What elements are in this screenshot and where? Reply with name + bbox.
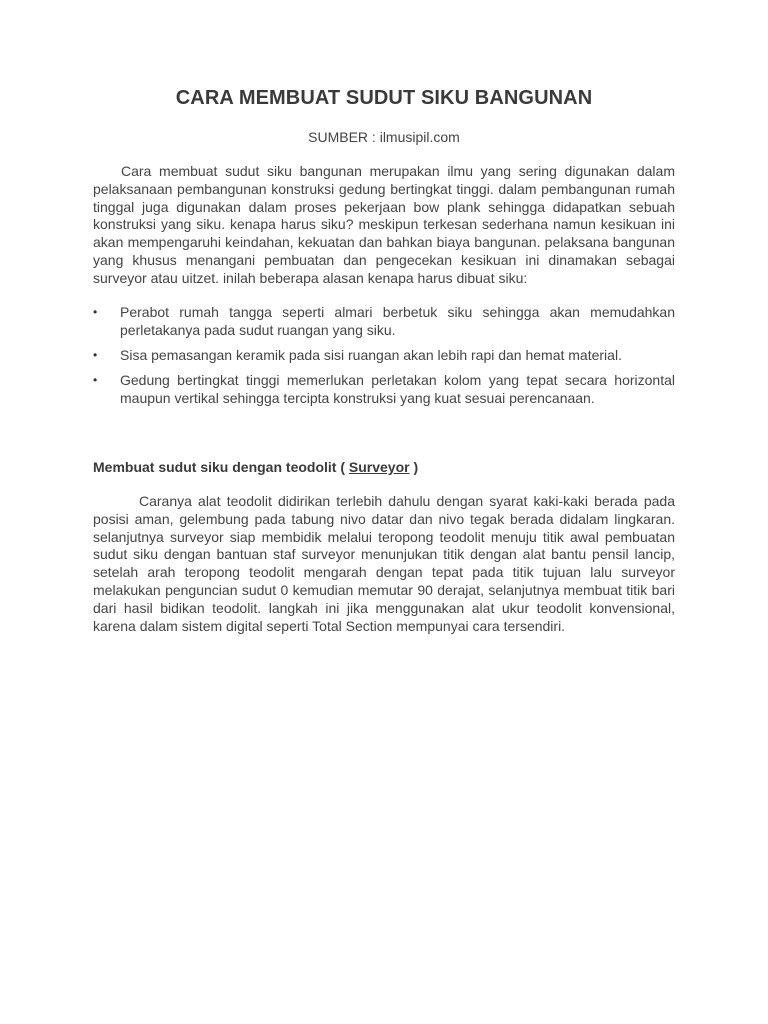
- source-line: SUMBER : ilmusipil.com: [308, 129, 460, 145]
- document-title: CARA MEMBUAT SUDUT SIKU BANGUNAN: [175, 87, 593, 109]
- section-heading: [93, 458, 675, 476]
- surveyor-link[interactable]: Surveyor: [348, 459, 410, 475]
- bullet-icon: •: [93, 373, 98, 388]
- bullet-icon: •: [93, 348, 98, 363]
- list-item: [93, 347, 675, 365]
- list-item-text: Gedung bertingkat tinggi memerlukan perletakan kolom yang tepat secara horizontal maupun vertikal sehingga tercipta konstruksi yang kuat sesuai perencanaan.: [120, 372, 675, 407]
- section-heading-text: Membuat sudut siku dengan teodolit (: [93, 459, 345, 475]
- bullet-icon: •: [93, 305, 98, 319]
- intro-paragraph: Cara membuat sudut siku bangunan merupakan ilmu yang sering digunakan dalam pelaksanaan pembangunan konstruksi gedung bertingkat tinggi. dalam pembangunan rumah tinggal juga digunakan dalam proses pekerjaan bow plank sehingga didapatkan sebuah konstruksi yang siku. kenapa harus siku? meskipun terkesan sederhana namun kesikuan ini akan mempengaruhi keindahan, kekuatan dan bahkan biaya bangunan. pelaksana bangunan yang khusus menangani pembuatan dan pengecekan kesikuan ini dinamakan sebagai surveyor atau uitzet. inilah beberapa alasan kenapa harus dibuat siku:: [93, 163, 675, 286]
- reasons-list: [93, 304, 675, 415]
- list-item: [93, 372, 675, 408]
- method-paragraph: Caranya alat teodolit didirikan terlebih dahulu dengan syarat kaki-kaki berada pada posisi aman, gelembung pada tabung nivo datar dan nivo tegak berada didalam lingkaran. selanjutnya surveyor siap membidik melalui teropong teodolit menuju titik awal pembuatan sudut siku dengan bantuan staf surveyor menunjukan titik dengan alat bantu pensil lancip, setelah arah teropong teodolit mengarah dengan tepat pada titik tujuan lalu surveyor melakukan penguncian sudut 0 kemudian memutar 90 derajat, selanjutnya membuat titik bari dari hasil bidikan teodolit. langkah ini jika menggunakan alat ukur teodolit konvensional, karena dalam sistem digital seperti Total Section mempunyai cara tersendiri.: [93, 493, 675, 634]
- list-item-text: Perabot rumah tangga seperti almari berbetuk siku sehingga akan memudahkan perletakanya pada sudut ruangan yang siku.: [120, 304, 675, 338]
- list-item: [93, 304, 675, 340]
- list-item-text: Sisa pemasangan keramik pada sisi ruangan akan lebih rapi dan hemat material.: [120, 347, 622, 364]
- section-heading-close: ): [413, 459, 419, 475]
